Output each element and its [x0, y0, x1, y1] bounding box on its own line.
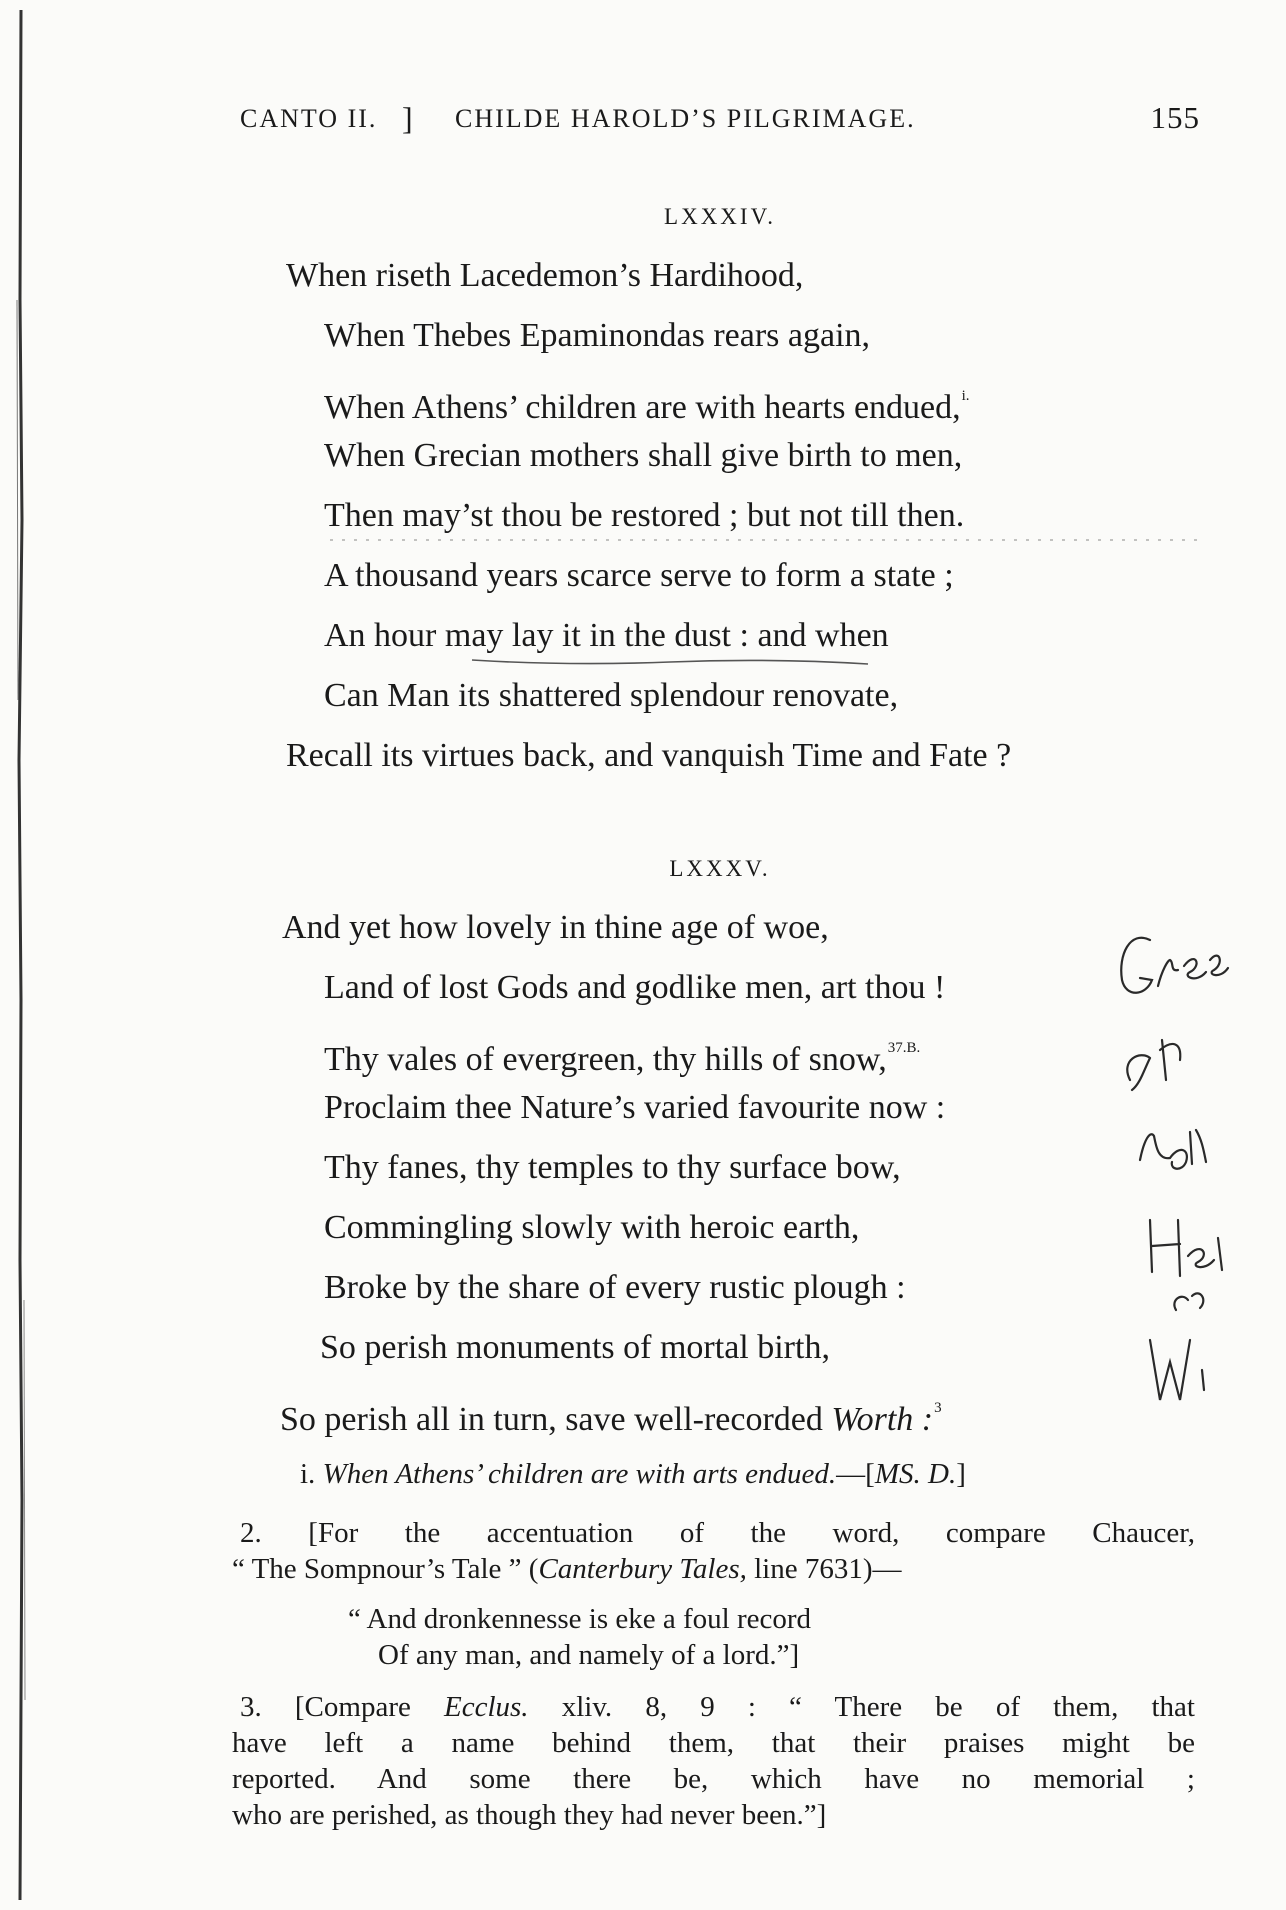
header-bracket: ]: [402, 100, 415, 136]
footnote-italic: Canterbury Tales,: [538, 1553, 747, 1585]
verse-line: Then may’st thou be restored ; but not till then.: [324, 497, 965, 534]
verse-line: Recall its virtues back, and vanquish Time and Fate ?: [286, 737, 1012, 774]
footnote-italic: Ecclus.: [444, 1691, 529, 1723]
verse-text: So perish all in turn, save well-recorded: [280, 1401, 832, 1438]
verse-line: And yet how lovely in thine age of woe,: [282, 909, 829, 946]
verse-line: When Grecian mothers shall give birth to men,: [324, 437, 963, 474]
page-number: 155: [1150, 100, 1200, 135]
footnote-marker: 37.B.: [887, 1040, 921, 1056]
footnote-2-quote-2: Of any man, and namely of a lord.”]: [378, 1639, 800, 1671]
stanza-number: LXXXV.: [669, 856, 771, 881]
footnote-3-line-4: who are perished, as though they had never been.”]: [232, 1799, 827, 1831]
stanza-number: LXXXIV.: [664, 204, 776, 229]
footnote-text: 3. [Compare: [240, 1691, 444, 1723]
footnote-dash: —[: [836, 1458, 875, 1490]
verse-line: A thousand years scarce serve to form a state ;: [324, 557, 954, 594]
verse-line: An hour may lay it in the dust : and when: [324, 617, 889, 654]
verse-line: When riseth Lacedemon’s Hardihood,: [286, 257, 804, 294]
verse-line: [280, 1388, 942, 1440]
footnote-close: ]: [956, 1458, 966, 1490]
verse-line: [324, 376, 970, 428]
verse-line: Land of lost Gods and godlike men, art thou !: [324, 969, 946, 1006]
footnote-text: “ The Sompnour’s Tale ” (: [232, 1553, 539, 1585]
page-binding-edge: [14, 0, 28, 1910]
footnote-2-quote-1: “ And dronkennesse is eke a foul record: [348, 1603, 812, 1635]
canto-label: CANTO II.: [240, 104, 378, 133]
pencil-dotted-line: [330, 535, 1200, 545]
book-title: CHILDE HAROLD’S PILGRIMAGE.: [455, 104, 916, 133]
verse-text: When Athens’ children are with hearts endued,: [324, 389, 961, 426]
verse-line: Can Man its shattered splendour renovate,: [324, 677, 899, 714]
verse-line: When Thebes Epaminondas rears again,: [324, 317, 871, 354]
verse-line: Proclaim thee Nature’s varied favourite now :: [324, 1089, 946, 1126]
footnote-variant-text: When Athens’ children are with arts endued.: [322, 1458, 837, 1490]
footnote-2-line-2: [232, 1552, 902, 1586]
footnote-1: [300, 1457, 966, 1491]
verse-line: [324, 1028, 920, 1080]
footnote-marker: i.: [961, 388, 970, 404]
verse-line: Commingling slowly with heroic earth,: [324, 1209, 860, 1246]
running-header: [240, 100, 1200, 144]
footnote-2-line-1: 2. [For the accentuation of the word, compare Chaucer,: [240, 1517, 1195, 1549]
footnote-3-line-1: [240, 1690, 1195, 1724]
footnote-3-line-3: reported. And some there be, which have no memorial ;: [232, 1763, 1195, 1795]
verse-line: So perish monuments of mortal birth,: [320, 1329, 830, 1366]
footnote-number: i.: [300, 1458, 316, 1490]
verse-line: Broke by the share of every rustic plough :: [324, 1269, 906, 1306]
footnote-3-line-2: have left a name behind them, that their praises might be: [232, 1727, 1195, 1759]
footnote-text: xliv. 8, 9 : “ There be of them, that: [528, 1691, 1195, 1723]
verse-text: Thy vales of evergreen, thy hills of snow,: [324, 1041, 887, 1078]
footnote-text: line 7631)—: [746, 1553, 902, 1585]
verse-line: Thy fanes, thy temples to thy surface bow,: [324, 1149, 901, 1186]
handwritten-marginalia: [1110, 900, 1286, 1460]
footnote-source: MS. D.: [874, 1458, 957, 1490]
footnote-marker: 3: [934, 1400, 942, 1416]
italic-word: Worth :: [831, 1401, 934, 1438]
pencil-underline: [470, 650, 870, 670]
